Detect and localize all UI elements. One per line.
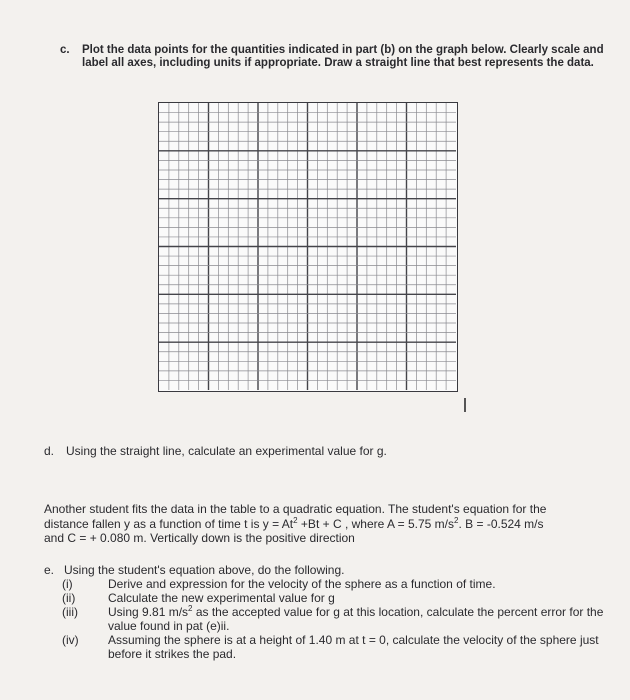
eq-part-a: distance fallen y as a function of time t is y = At (44, 516, 294, 531)
quadratic-fit-paragraph (44, 502, 614, 546)
paragraph-line-1: Another student fits the data in the table to a quadratic equation. The student's equation for the (44, 502, 547, 516)
item-text: Derive and expression for the velocity of the sphere as a function of time. (108, 577, 496, 591)
item-number: (i) (62, 577, 73, 591)
part-e-header (44, 563, 614, 577)
eq-part-b: +Bt + C , where A = 5.75 m/s (297, 516, 455, 531)
paragraph-line-3: and C = + 0.080 m. Vertically down is the positive direction (44, 531, 355, 545)
part-e-item-i (44, 577, 614, 591)
paragraph-line-2 (44, 517, 614, 532)
part-e-question (44, 563, 614, 661)
eq-part-c: . B = -0.524 m/s (458, 516, 544, 531)
part-e-item-ii (44, 591, 614, 605)
item-text-b: as the accepted value for g at this location, calculate the percent error for the value found in pat (e)ii. (108, 605, 604, 633)
item-text-a: Using 9.81 m/s (108, 605, 189, 619)
unit-exponent: 2 (454, 515, 459, 525)
part-d-question (44, 444, 387, 458)
item-number: (iii) (62, 605, 78, 619)
part-e-item-iv (44, 633, 614, 661)
part-d-label: d. (44, 444, 55, 458)
eq-exponent: 2 (293, 515, 298, 525)
item-number: (iv) (62, 633, 79, 647)
pencil-mark (464, 398, 466, 412)
part-d-text: Using the straight line, calculate an experimental value for g. (66, 444, 387, 458)
item-text: Calculate the new experimental value for g (108, 591, 335, 605)
graph-paper-grid (158, 102, 458, 392)
part-c-question (60, 44, 608, 70)
grid-lines (159, 103, 456, 390)
part-e-item-iii (44, 605, 614, 633)
part-c-text: Plot the data points for the quantities indicated in part (b) on the graph below. Clearly scale and label all axes, including units if appropriate. Draw a straight line that best represents the data. (82, 44, 604, 69)
unit-exponent: 2 (188, 604, 193, 613)
item-text: Assuming the sphere is at a height of 1.40 m at t = 0, calculate the velocity of the sphere just before it strikes the pad. (108, 633, 599, 661)
part-e-label: e. (44, 563, 55, 577)
part-c-label: c. (60, 44, 70, 56)
part-e-intro: Using the student's equation above, do the following. (64, 563, 345, 577)
item-number: (ii) (62, 591, 76, 605)
